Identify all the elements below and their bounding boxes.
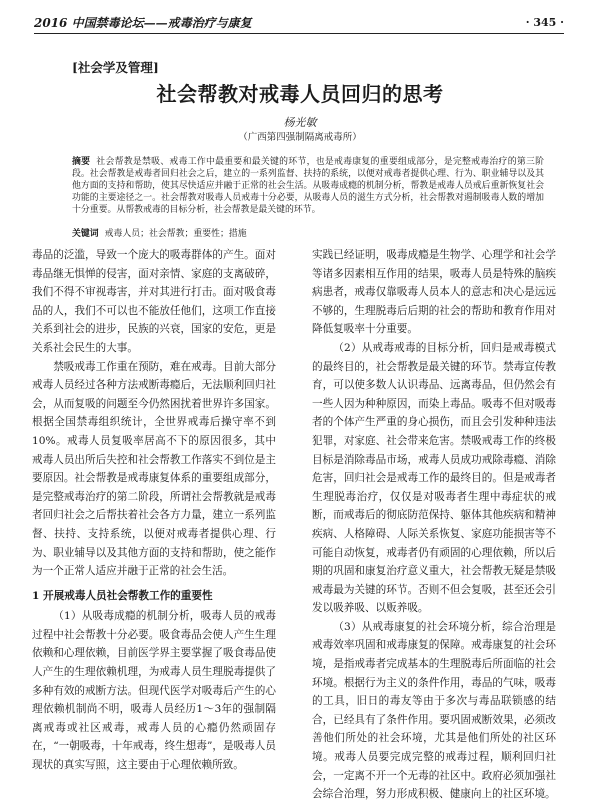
section-heading: 1 开展戒毒人员社会帮教工作的重要性 — [32, 589, 213, 602]
section-label: [社会学及管理] — [72, 60, 159, 75]
body-paragraph: （1）从吸毒成瘾的机制分析，吸毒人员的戒毒过程中社会帮教十分必要。吸食毒品会使人产生生理依赖和心理依赖，目前医学界主要掌握了吸食毒品使人产生的生理依赖机理，为戒毒人员生理脱毒提供了多种有效的戒断方法。但现代医学对吸毒后产生的心理依赖机制尚不明，吸毒人员经历1～3年的强制隔离戒毒或社区戒毒，戒毒人员的心瘾仍然顽固存在，“一朝吸毒，十年戒毒，终生想毒”，是吸毒人员现状的真实写照，这主要由于心理依赖所致。 — [32, 610, 276, 772]
abstract — [72, 156, 544, 216]
keywords-text: 戒毒人员；社会帮教；重要性；措施 — [104, 229, 247, 239]
author-name: 杨光敏 — [283, 116, 317, 129]
keywords — [72, 228, 544, 240]
body-paragraph: （2）从戒毒戒毒的目标分析，回归是戒毒模式的最终目的，社会帮教是最关键的环节。禁毒宣传教育，可以使多数人认识毒品、远离毒品，但仍然会有一些人因为种种原因，而染上毒品。吸毒不但对吸毒者的个体产生严重的身心损伤，而且会引发种种违法犯罪，对家庭、社会带来危害。禁吸戒毒工作的终极目标是消除毒品市场，戒毒人员成功戒除毒瘾、消除危害，回归社会是戒毒工作的最终目的。但是戒毒者生理脱毒治疗，仅仅是对吸毒者生理中毒症状的戒断，而戒毒后的彻底防范保持、躯体其他疾病和精神疾病、人格障碍、人际关系恢复、家庭功能损害等不可能自动恢复，戒毒者仍有顽固的心理依赖，所以后期的巩固和康复治疗意义重大，社会帮教无疑是禁吸戒毒最为关键的环节。否则不但会复吸，甚至还会引发以吸养吸、以贩养吸。 — [312, 341, 556, 615]
body-paragraph: （3）从戒毒康复的社会环境分析，综合治理是戒毒效率巩固和戒毒康复的保障。戒毒康复的社会环境，是指戒毒者完成基本的生理脱毒后所面临的社会环境。根据行为主义的条件作用，毒品的气味，吸毒的工具，旧日的毒友等由于多次与毒品联锁感的结合，已经具有了条件作用。要巩固戒断效果，必须改善他们所处的社会环境，尤其是他们所处的社区环境。戒毒人员要完成完整的戒毒过程，顺利回归社会，一定离不开一个无毒的社区中。政府必须加强社会综合治理，努力形成积极、健康向上的社区环境。 — [312, 620, 556, 801]
abstract-text: 社会帮教是禁吸、戒毒工作中最重要和最关键的环节，也是戒毒康复的重要组成部分，是完整戒毒治疗的第三阶段。社会帮教是戒毒者回归社会之后，建立的一系列监督、扶持的系统，以便对戒毒者提供心理、行为、职业辅导以及其他方面的支持和帮助，使其尽快适应并融于正常的社会生活。从吸毒成瘾的机制分析，帮教是戒毒人员戒后重新恢复社会功能的主要途径之一。社会帮教对吸毒人员戒毒十分必要，从吸毒人员的滋生方式分析，社会帮教对遏制吸毒人数的增加十分重要。从帮教戒毒的目标分析，社会帮教是最关键的环节。 — [72, 157, 545, 216]
abstract-label: 摘要 — [72, 157, 91, 167]
author-affiliation: （广西第四强制隔离戒毒所） — [238, 132, 362, 143]
journal-title: 2016 中国禁毒论坛——戒毒治疗与康复 — [34, 16, 252, 30]
keywords-label: 关键词 — [72, 229, 99, 239]
running-head — [34, 12, 564, 34]
body-column-right — [312, 246, 556, 804]
page-number: · 345 · — [525, 16, 564, 29]
body-paragraph: 毒品的泛滥，导致一个庞大的吸毒群体的产生。面对毒品继无惧惮的侵害，面对亲情、家庭的支离破碎，我们不得不审视毒害，并对其进行打击。面对吸食毒品的人，我们不可以也不能放任他们，这项工作直接关系到社会的进步，民族的兴衰，国家的安危，更是关系社会民生的大事。 — [32, 249, 276, 354]
body-paragraph: 实践已经证明，吸毒成瘾是生物学、心理学和社会学等诸多因素相互作用的结果，吸毒人员是特殊的脑疾病患者，戒毒仅靠吸毒人员本人的意志和决心是远远不够的，生理脱毒后后期的社会的帮助和教育作用对降低复吸率十分重要。 — [312, 249, 556, 336]
body-paragraph: 禁吸戒毒工作重在预防，难在戒毒。目前大部分戒毒人员经过各种方法戒断毒瘾后，无法顺利回归社会，从而复吸的问题至今仍然困扰着世界许多国家。根据全国禁毒组织统计，全世界戒毒后操守率不到10%。戒毒人员复吸率居高不下的原因很多，其中戒毒人员出所后失控和社会帮教工作落实不到位是主要原因。社会帮教是戒毒康复体系的重要组成部分，是完整戒毒治疗的第二阶段，所谓社会帮教就是戒毒者回归社会之后帮扶着社会各方力量，建立一系列监督、扶持、支持系统，以便对戒毒者提供心理、行为、职业辅导以及其他方面的支持和帮助，使之能作为一个正常人适应并融于正常的社会生活。 — [32, 360, 276, 578]
body-column-left — [32, 246, 276, 775]
article-title: 社会帮教对戒毒人员回归的思考 — [156, 82, 444, 106]
